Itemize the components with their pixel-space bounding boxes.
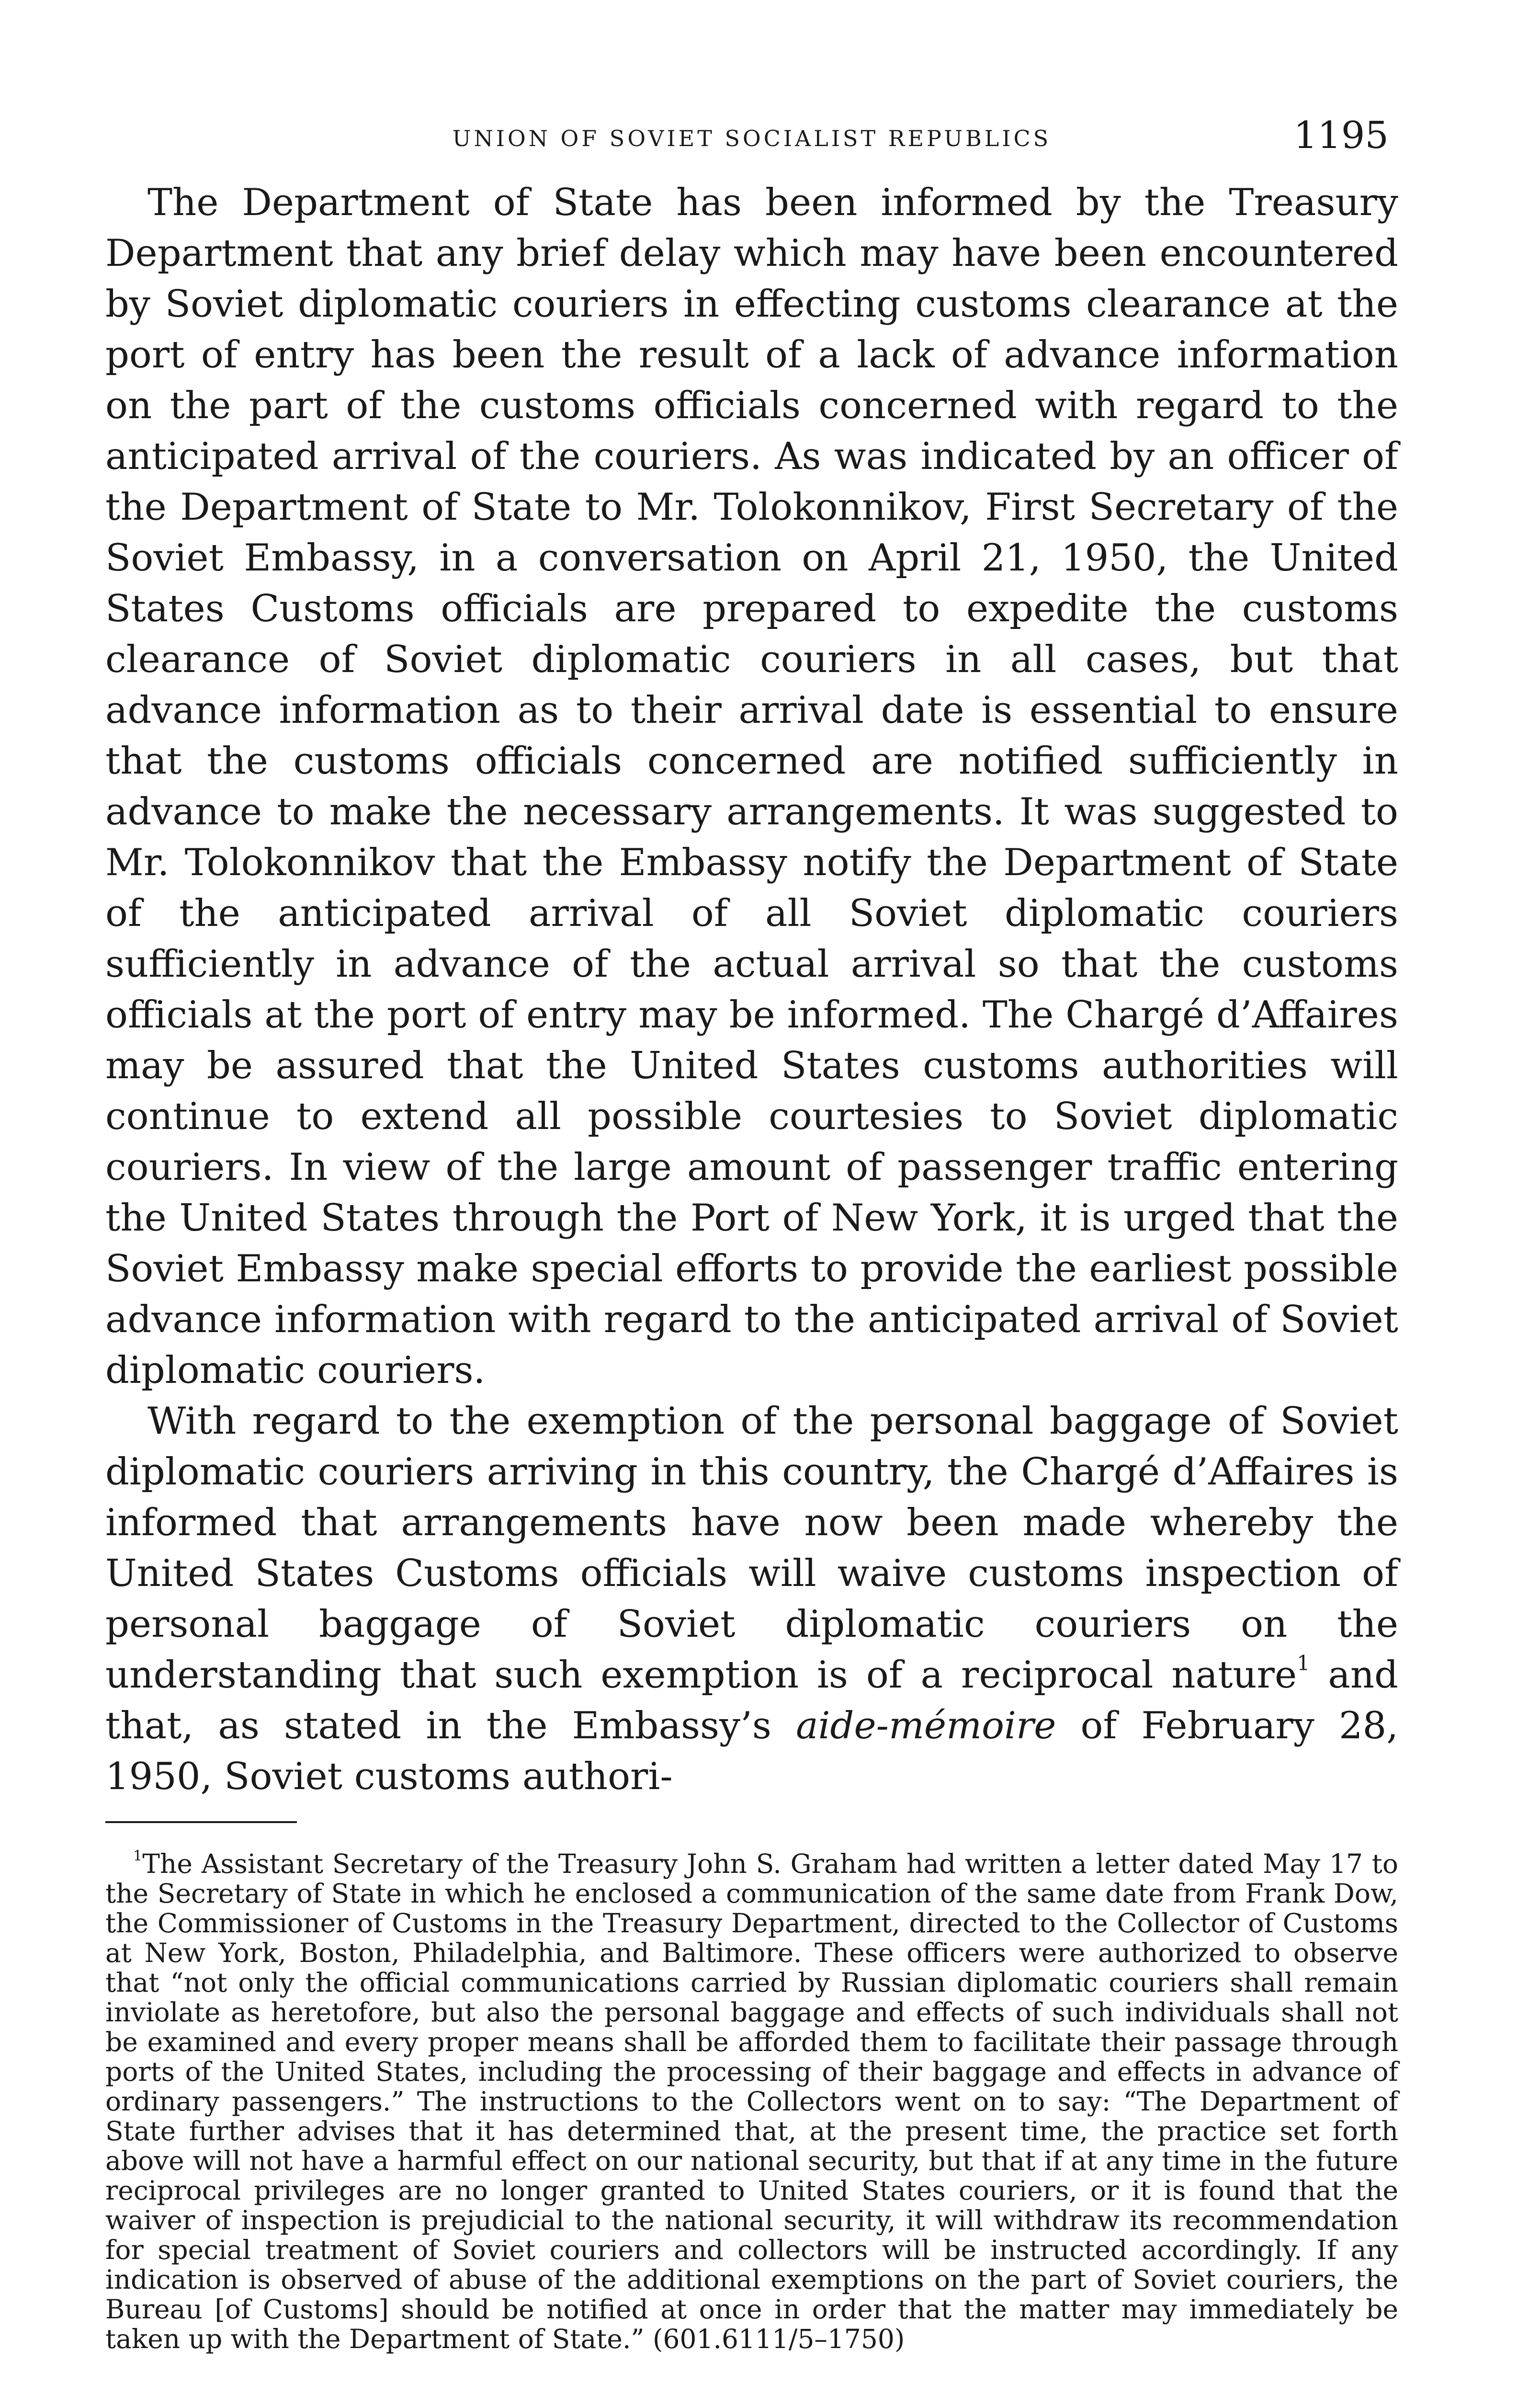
document-page xyxy=(105,86,1398,2395)
body-paragraph-1: The Department of State has been informed by the Treasury Department that any brief delay which may have been encountered by Soviet diplomatic couriers in effecting customs clearance at the port of entry has been the result of a lack of advance information on the part of the customs officials concerned with regard to the anticipated arrival of the couriers. As was indicated by an officer of the Department of State to Mr. Tolokonnikov, First Secretary of the Soviet Embassy, in a conversation on April 21, 1950, the United States Customs officials are prepared to expedite the customs clearance of Soviet diplomatic couriers in all cases, but that advance information as to their arrival date is essential to ensure that the customs officials concerned are notified sufficiently in advance to make the necessary arrangements. It was suggested to Mr. Tolokonnikov that the Embassy notify the Department of State of the anticipated arrival of all Soviet diplomatic couriers sufficiently in advance of the actual arrival so that the customs officials at the port of entry may be informed. The Chargé d’Affaires may be assured that the United States customs authorities will continue to extend all possible courtesies to Soviet diplomatic couriers. In view of the large amount of passenger traffic entering the United States through the Port of New York, it is urged that the Soviet Embassy make special efforts to provide the earliest possible advance information with regard to the anticipated arrival of Soviet diplomatic couriers. xyxy=(105,181,1398,1392)
body-paragraph-2 xyxy=(105,1396,1398,1802)
body-text xyxy=(105,177,1398,1802)
running-title: UNION OF SOVIET SOCIALIST REPUBLICS xyxy=(452,125,1052,151)
footnote-reference: 1 xyxy=(1297,1651,1310,1676)
footnote-marker: 1 xyxy=(133,1848,143,1865)
footnote-text: The Assistant Secretary of the Treasury John S. Graham had written a letter dated May 17 to the Secretary of State in which he enclosed a communication of the same date from Frank Dow, the Commissioner of Customs in the Treasury Department, directed to the Collector of Customs at New York, Boston, Philadelphia, and Baltimore. These officers were authorized to observe that “not only the official communications carried by Russian diplomatic couriers shall remain inviolate as heretofore, but also the personal baggage and effects of such individuals shall not be examined and every proper means shall be afforded them to facilitate their passage through ports of the United States, including the processing of their baggage and effects in advance of ordinary passengers.” The instructions to the Collectors went on to say: “The Department of State further advises that it has determined that, at the present time, the practice set forth above will not have a harmful effect on our national security, but that if at any time in the future reciprocal privileges are no longer granted to United States couriers, or it is found that the waiver of inspection is prejudicial to the national security, it will withdraw its recommendation for special treatment of Soviet couriers and collectors will be instructed accordingly. If any indication is observed of abuse of the additional exemptions on the part of Soviet couriers, the Bureau [of Customs] should be notified at once in order that the matter may immediately be taken up with the Department of State.” (601.6111/5–1750) xyxy=(105,1848,1398,2354)
running-header xyxy=(105,86,1398,177)
aide-memoire-term: aide-mémoire xyxy=(796,1704,1056,1747)
paragraph-2-text-start: With regard to the exemption of the personal baggage of Soviet diplomatic couriers arriving in this country, the Chargé d’Affaires is informed that arrangements have now been made whereby the United States Customs officials will waive customs inspection of personal baggage of Soviet diplomatic couriers on the understanding that such exemption is of a reciprocal nature xyxy=(105,1400,1398,1697)
footnote-divider xyxy=(105,1821,297,1823)
paragraph-2-text-end: of February 28, 1950, Soviet customs authori- xyxy=(105,1704,1399,1798)
footnote-1 xyxy=(105,1849,1398,2354)
paragraph-2-text-middle: and that, as stated in the Embassy’s xyxy=(105,1654,1398,1747)
page-number: 1195 xyxy=(1293,114,1389,157)
